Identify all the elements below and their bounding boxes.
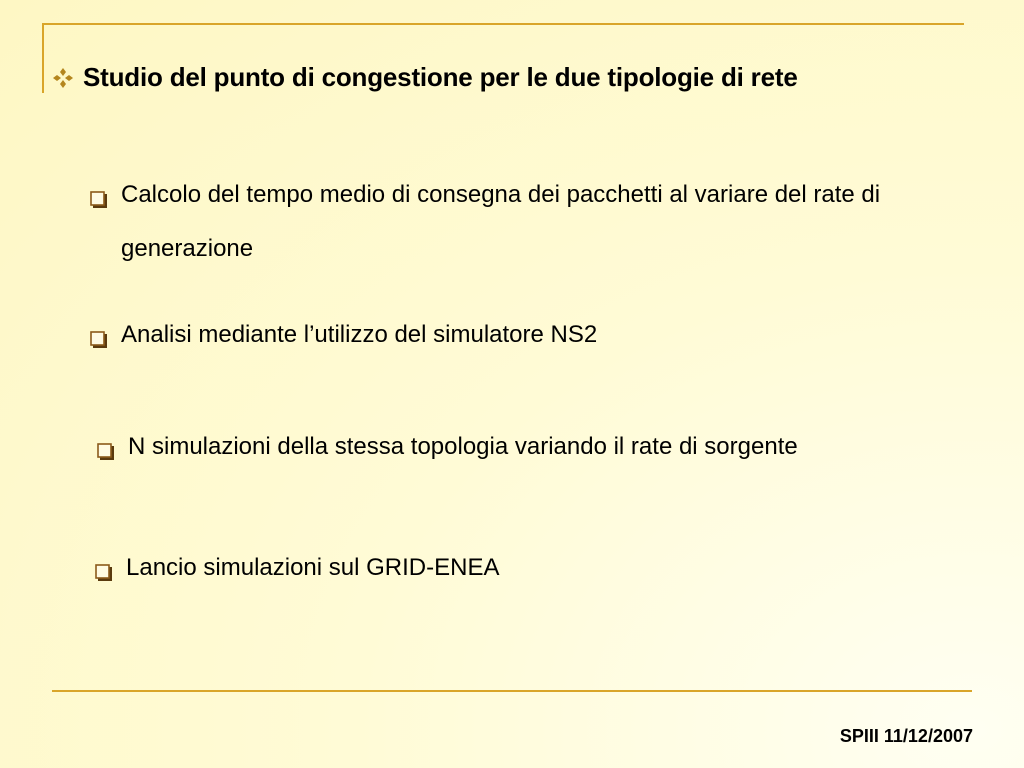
title-row (52, 62, 798, 93)
bullet-item (90, 183, 950, 276)
bullet-text: Lancio simulazioni sul GRID-ENEA (126, 554, 500, 581)
checkbox-bullet-icon (95, 561, 113, 579)
bullet-text: N simulazioni della stessa topologia variando il rate di sorgente (128, 433, 798, 460)
checkbox-bullet-icon (90, 188, 108, 206)
bullet-item (90, 323, 950, 362)
footer-label: SPIII 11/12/2007 (839, 726, 973, 746)
bullet-text: Calcolo del tempo medio di consegna dei pacchetti al variare del rate di generazione (121, 181, 881, 262)
slide-title: Studio del punto di congestione per le due tipologie di rete (83, 62, 798, 92)
checkbox-bullet-icon (97, 440, 115, 458)
diamond-bullet-icon (52, 67, 74, 89)
bullet-item (97, 435, 957, 474)
top-rule (42, 23, 964, 25)
left-rule (42, 23, 44, 93)
bullet-item (95, 556, 955, 595)
bullet-text: Analisi mediante l’utilizzo del simulatore NS2 (121, 321, 598, 348)
checkbox-bullet-icon (90, 328, 108, 346)
footer-rule (52, 690, 972, 692)
